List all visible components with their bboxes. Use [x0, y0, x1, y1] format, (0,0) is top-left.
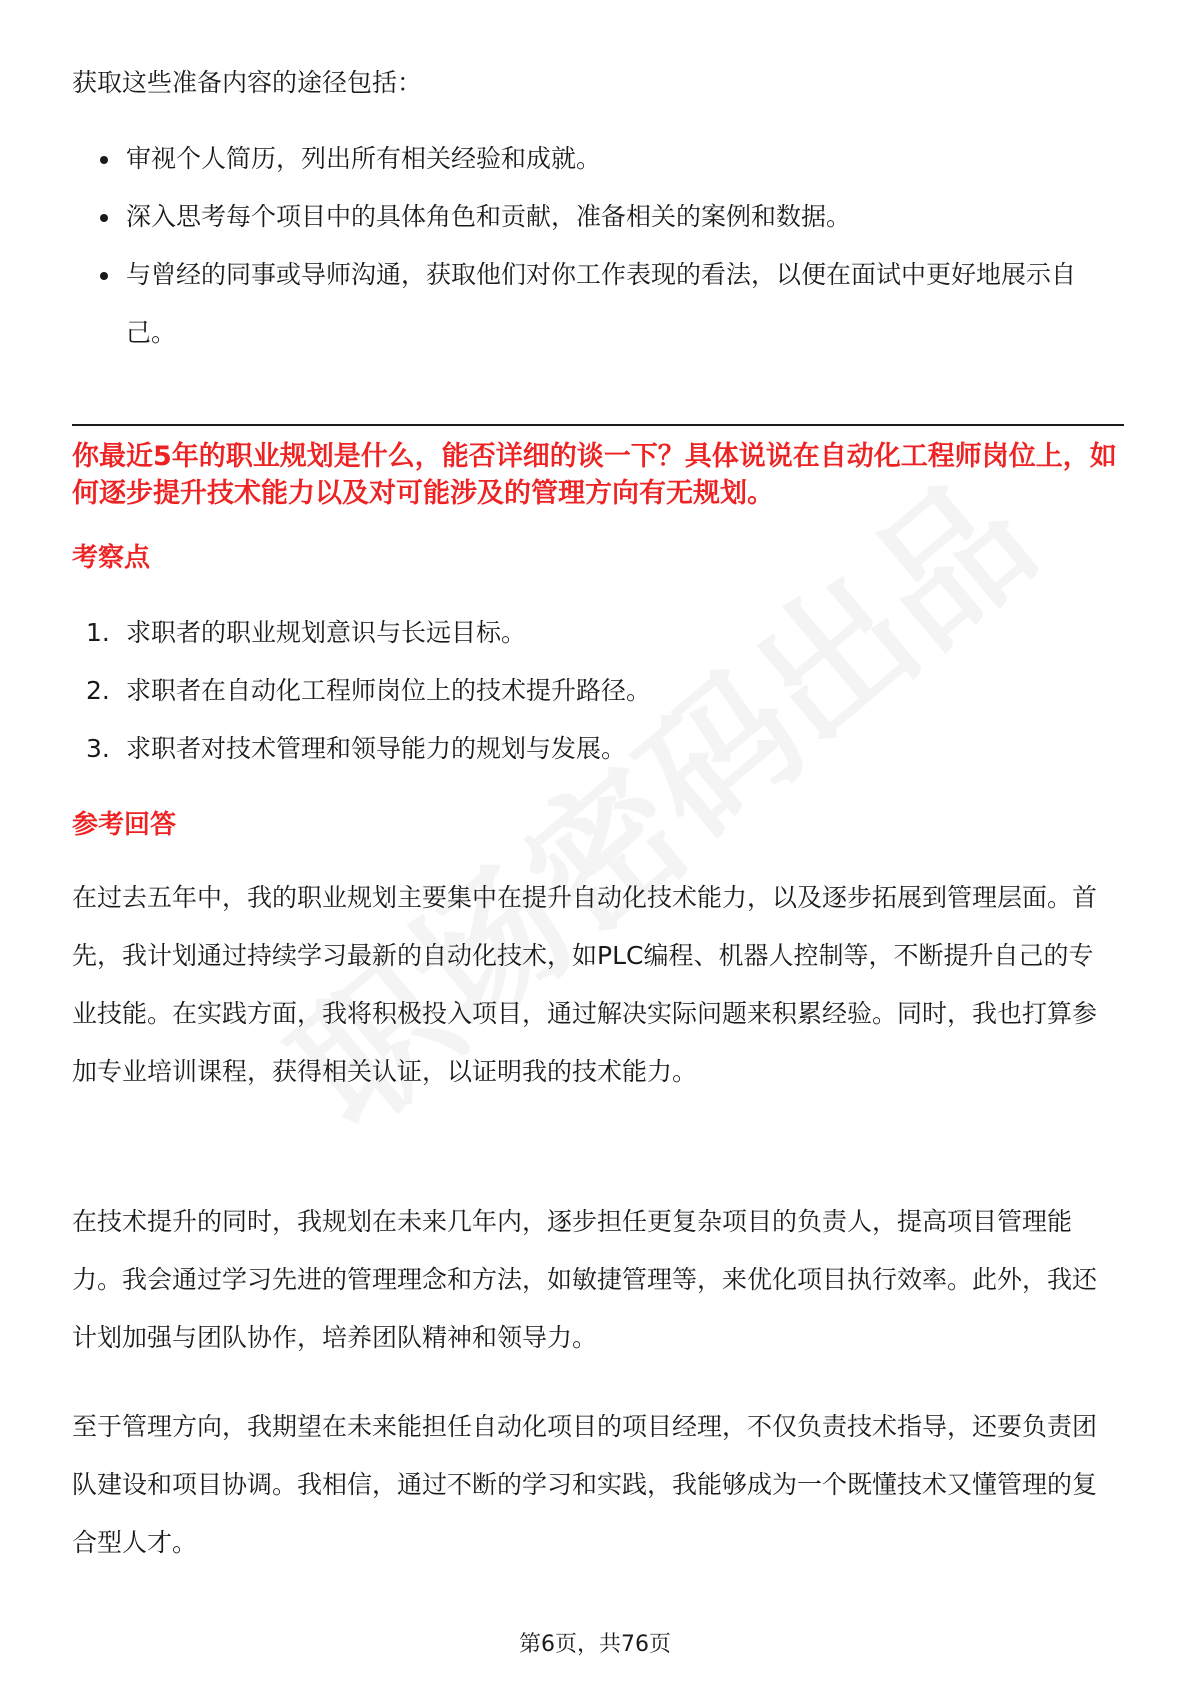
bullet-dot-icon: [100, 156, 108, 164]
bullet-dot-icon: [100, 214, 108, 222]
inspection-points-list: [72, 604, 1122, 778]
bullet-list: [72, 130, 1122, 362]
list-item: [72, 604, 1122, 662]
answer-paragraph: 在过去五年中，我的职业规划主要集中在提升自动化技术能力，以及逐步拓展到管理层面。首先，我计划通过持续学习最新的自动化技术，如PLC编程、机器人控制等，不断提升自己的专业技能。在实践方面，我将积极投入项目，通过解决实际问题来积累经验。同时，我也打算参加专业培训课程，获得相关认证，以证明我的技术能力。: [72, 883, 1098, 1086]
item-text: 求职者的职业规划意识与长远目标。: [126, 618, 527, 647]
list-item: [72, 720, 1122, 778]
answer-paragraph: 至于管理方向，我期望在未来能担任自动化项目的项目经理，不仅负责技术指导，还要负责团队建设和项目协调。我相信，通过不断的学习和实践，我能够成为一个既懂技术又懂管理的复合型人才。: [72, 1412, 1098, 1557]
intro-text: 获取这些准备内容的途径包括：: [72, 68, 423, 97]
item-text: 求职者对技术管理和领导能力的规划与发展。: [126, 734, 627, 763]
bullet-text: 深入思考每个项目中的具体角色和贡献，准备相关的案例和数据。: [126, 202, 852, 231]
list-item: [72, 188, 1122, 246]
answer-paragraph: 在技术提升的同时，我规划在未来几年内，逐步担任更复杂项目的负责人，提高项目管理能力。我会通过学习先进的管理理念和方法，如敏捷管理等，来优化项目执行效率。此外，我还计划加强与团队协作，培养团队精神和领导力。: [72, 1207, 1098, 1352]
list-item: [72, 130, 1122, 188]
inspection-points-title: 考察点: [72, 543, 151, 573]
item-number: 1.: [86, 618, 110, 647]
bullet-text: 审视个人简历，列出所有相关经验和成就。: [126, 144, 602, 173]
section-divider: [72, 424, 1124, 426]
page-number-footer: 第6页，共76页: [519, 1632, 671, 1657]
bullet-dot-icon: [100, 272, 108, 280]
list-item: [72, 662, 1122, 720]
reference-answer-title: 参考回答: [72, 810, 177, 840]
item-text: 求职者在自动化工程师岗位上的技术提升路径。: [126, 676, 652, 705]
bullet-text: 与曾经的同事或导师沟通，获取他们对你工作表现的看法，以便在面试中更好地展示自己。: [126, 260, 1077, 347]
interview-question: 你最近5年的职业规划是什么，能否详细的谈一下？具体说说在自动化工程师岗位上，如何逐步提升技术能力以及对可能涉及的管理方向有无规划。: [72, 441, 1117, 509]
list-item: [72, 246, 1122, 362]
item-number: 2.: [86, 676, 110, 705]
item-number: 3.: [86, 734, 110, 763]
